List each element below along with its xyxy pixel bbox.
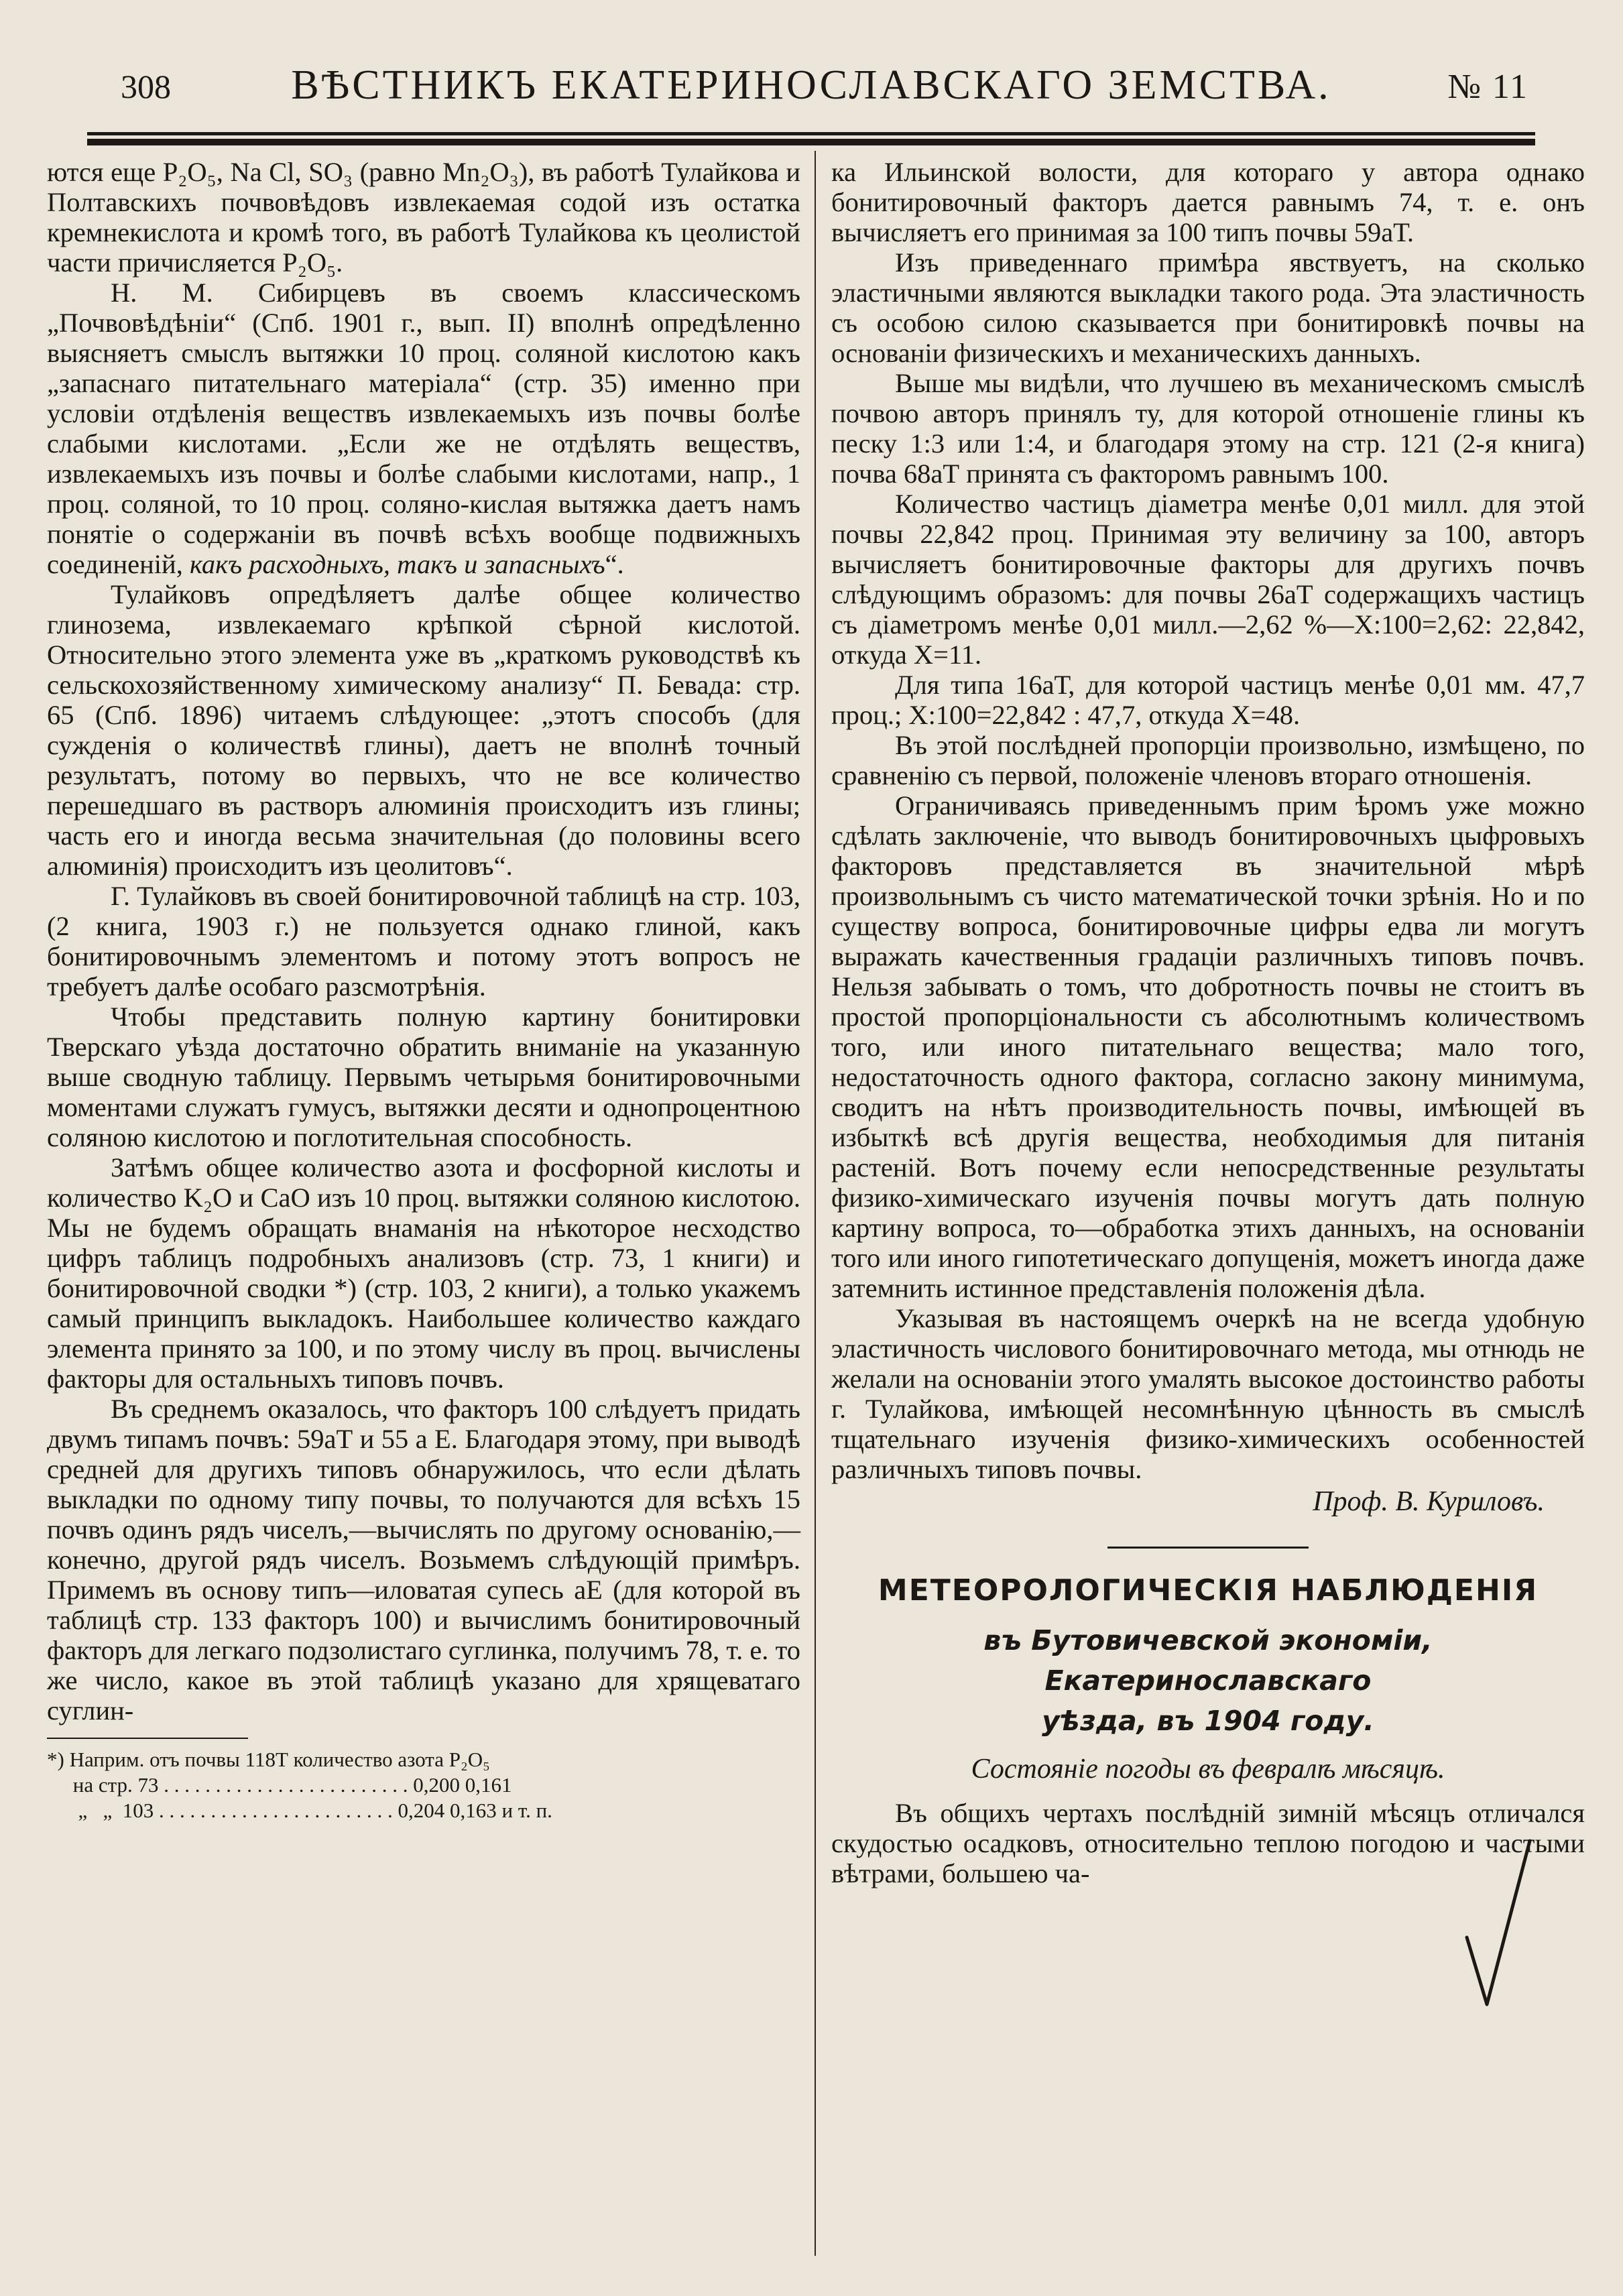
footnote	[47, 1747, 800, 1823]
paragraph-text: Въ среднемъ оказалось, что факторъ 100 слѣдуетъ придать двумъ типамъ почвъ: 59аТ и 55 а Е. Благодаря этому, при выводѣ средней для другихъ типовъ обнаружилось, что если дѣлать выкладки по одному типу почвы, то получаются для всѣхъ 15 почвъ одинъ рядъ чиселъ,—вычислять по другому основанію,—конечно, другой рядъ чиселъ. Возьмемъ слѣдующій примѣръ. Примемъ въ основу типъ—иловатая супесь аЕ (для которой въ таблицѣ стр. 133 факторъ 100) и вычислимъ бонитировочный факторъ для легкаго подзолистаго суглинка, получимъ 78, т. е. то же число, какое въ этой таблицѣ указано для хрящеватаго суглин-	[47, 1394, 800, 1726]
right-paragraph	[831, 730, 1585, 790]
right-column	[831, 157, 1585, 1888]
column-divider	[815, 151, 816, 2256]
left-paragraph	[47, 278, 800, 579]
paragraph-text: Изъ приведеннаго примѣра явствуетъ, на сколько эластичными являются выкладки такого рода. Эта эластичность съ особою силою сказывается при бонитировкѣ почвы на основаніи физическихъ и механическихъ данныхъ.	[831, 247, 1585, 368]
section-body: Въ общихъ чертахъ послѣдній зимній мѣсяцъ отличался скудостью осадковъ, относительно теплою погодою и частыми вѣтрами, большею ча-	[831, 1798, 1585, 1888]
left-paragraph	[47, 579, 800, 881]
left-paragraph	[47, 881, 800, 1002]
footnote-line: *) Наприм. отъ почвы 118Т количество азота P₂O₅	[47, 1748, 490, 1771]
right-paragraph	[831, 670, 1585, 730]
italic-quote: какъ расходныхъ, такъ и запасныхъ	[189, 549, 605, 579]
paragraph-text: Выше мы видѣли, что лучшею въ механическомъ смыслѣ почвою авторъ принялъ ту, для которой отношеніе глины къ песку 1:3 или 1:4, и благодаря этому на стр. 121 (2-я книга) почва 68аТ принята съ факторомъ равнымъ 100.	[831, 368, 1585, 489]
section-subtitle	[831, 1620, 1585, 1741]
left-paragraph	[47, 157, 800, 278]
page-header	[87, 62, 1535, 109]
right-paragraph	[831, 157, 1585, 247]
section-title: МЕТЕОРОЛОГИЧЕСКІЯ НАБЛЮДЕНІЯ	[878, 1573, 1539, 1608]
left-paragraph	[47, 1394, 800, 1726]
footnote-separator	[47, 1738, 248, 1739]
section-subtitle-line-2: уѣзда, въ 1904 году.	[1042, 1705, 1374, 1737]
right-paragraphs	[831, 157, 1585, 1484]
page-number: 308	[121, 68, 171, 105]
section-rule	[1107, 1547, 1309, 1549]
left-column	[47, 157, 800, 1823]
header-rule-thin	[87, 132, 1535, 135]
right-paragraph	[831, 790, 1585, 1303]
paragraph-text: Для типа 16аТ, для которой частицъ менѣе 0,01 мм. 47,7 проц.; X:100=22,842 : 47,7, откуда X=48.	[831, 670, 1585, 730]
right-paragraph	[831, 489, 1585, 670]
paragraph-text: Количество частицъ діаметра менѣе 0,01 милл. для этой почвы 22,842 проц. Принимая эту величину за 100, авторъ вычисляетъ бонитировочные факторы для другихъ почвъ слѣдующимъ образомъ: для почвы 26аТ содержащихъ частицъ съ діаметромъ менѣе 0,01 милл.—2,62 %—X:100=2,62: 22,842, откуда X=11.	[831, 489, 1585, 670]
issue-number: № 11	[1447, 68, 1528, 106]
paragraph-text: Въ этой послѣдней пропорціи произвольно, измѣщено, по сравненію съ первой, положеніе членовъ втораго отношенія.	[831, 730, 1585, 790]
section-subheading: Состояніе погоды въ февралѣ мѣсяцѣ.	[971, 1754, 1445, 1785]
paragraph-text: Затѣмъ общее количество азота и фосфорной кислоты и количество K₂O и CaO изъ 10 проц. вытяжки соляною кислотою. Мы не будемъ обращать внаманія на нѣкоторое несходство цифръ таблицъ подробныхъ анализовъ (стр. 73, 1 книги) и бонитировочной сводки *) (стр. 103, 2 книги), а только укажемъ самый принципъ выкладокъ. Наибольшее количество каждаго элемента принято за 100, и по этому числу въ проц. вычислены факторы для остальныхъ типовъ почвъ.	[47, 1152, 800, 1394]
right-paragraph	[831, 1303, 1585, 1484]
section-subtitle-line-1: въ Бутовичевской экономіи, Екатеринославскаго	[983, 1624, 1433, 1697]
paragraph-text: Г. Тулайковъ въ своей бонитировочной таблицѣ на стр. 103, (2 книга, 1903 г.) не пользуется однако глиной, какъ бонитировочнымъ элементомъ и потому этотъ вопросъ не требуетъ далѣе особаго разсмотрѣнія.	[47, 881, 800, 1002]
left-paragraph	[47, 1152, 800, 1394]
handwritten-checkmark-icon	[1461, 1837, 1535, 2011]
footnote-line: „ „ 103 . . . . . . . . . . . . . . . . . . . . . . . 0,204 0,163 и т. п.	[47, 1799, 552, 1822]
quote-end: “.	[605, 549, 624, 579]
running-title: ВѢСТНИКЪ ЕКАТЕРИНОСЛАВСКАГО ЗЕМСТВА.	[291, 62, 1331, 108]
left-paragraph	[47, 1002, 800, 1152]
left-paragraphs	[47, 157, 800, 1726]
author-signature: Проф. В. Куриловъ.	[1313, 1486, 1545, 1517]
paragraph-text: ются еще P₂O₅, Na Cl, SO₃ (равно Mn₂O₃), въ работѣ Тулайкова и Полтавскихъ почвовѣдовъ извлекаемая содой изъ остатка кремнекислота и кромѣ того, въ работѣ Тулайкова къ цеолистой части причисляется P₂O₅.	[47, 157, 800, 278]
right-paragraph	[831, 247, 1585, 368]
paragraph-text: Ограничиваясь приведеннымъ прим ѣромъ уже можно сдѣлать заключеніе, что выводъ бонитировочныхъ цыфровыхъ факторовъ представляется въ значительной мѣрѣ произвольнымъ съ чисто математической точки зрѣнія. Но и по существу вопроса, бонитировочные цифры едва ли могутъ выражать качественныя градаціи различныхъ типовъ почвъ. Нельзя забывать о томъ, что добротность почвы не стоитъ въ простой пропорціональности съ абсолютнымъ количествомъ того, или иного питательнаго вещества; мало того, недостаточность одного фактора, согласно закону минимума, сводитъ на нѣтъ производительность почвы, имѣющей въ избыткѣ всѣ другія вещества, необходимыя для питанія растеній. Вотъ почему если непосредственные результаты физико-химическаго изученія почвы могутъ дать полную картину вопроса, то—обработка этихъ данныхъ, на основаніи того или иного гипотетическаго допущенія, можетъ иногда даже затемнить истинное представленія положенія дѣла.	[831, 790, 1585, 1303]
footnote-line: на стр. 73 . . . . . . . . . . . . . . . . . . . . . . . . 0,200 0,161	[47, 1773, 512, 1797]
paragraph-text: ка Ильинской волости, для котораго у автора однако бонитировочный факторъ дается равнымъ 74, т. е. онъ вычисляетъ его принимая за 100 типъ почвы 59аТ.	[831, 157, 1585, 247]
paragraph-text: Чтобы представить полную картину бонитировки Тверскаго уѣзда достаточно обратить вниманіе на указанную выше сводную таблицу. Первымъ четырьмя бонитировочными моментами служатъ гумусъ, вытяжки десяти и однопроцентною соляною кислотою и поглотительная способность.	[47, 1002, 800, 1152]
right-paragraph	[831, 368, 1585, 489]
paragraph-text: Указывая въ настоящемъ очеркѣ на не всегда удобную эластичность числового бонитировочнаго метода, мы отнюдь не желали на основаніи этого умалять высокое достоинство работы г. Тулайкова, имѣющей несомнѣнную цѣнность въ смыслѣ тщательнаго изученія физико-химическихъ особенностей различныхъ типовъ почвы.	[831, 1303, 1585, 1484]
paragraph-text: Тулайковъ опредѣляетъ далѣе общее количество глинозема, извлекаемаго крѣпкой сѣрной кислотой. Относительно этого элемента уже въ „краткомъ руководствѣ къ сельскохозяйственному химическому анализу“ П. Бевада: стр. 65 (Спб. 1896) читаемъ слѣдующее: „этотъ способъ (для сужденія о количествѣ глины), даетъ не вполнѣ точный результатъ, потому во первыхъ, что не все количество перешедшаго въ растворъ алюминія происходитъ изъ глины; часть его и иногда весьма значительная (до половины всего алюминія) происходитъ изъ цеолитовъ“.	[47, 579, 800, 881]
paragraph-text: Н. М. Сибирцевъ въ своемъ классическомъ „Почвовѣдѣніи“ (Спб. 1901 г., вып. II) вполнѣ опредѣленно выясняетъ смыслъ вытяжки 10 проц. соляной кислотою какъ „запаснаго питательнаго матеріала“ (стр. 35) именно при условіи отдѣленія веществъ извлекаемыхъ изъ почвы болѣе слабыми кислотами. „Если же не отдѣлять веществъ, извлекаемыхъ изъ почвы и болѣе слабыми кислотами, напр., 1 проц. соляной, то 10 проц. соляно-кислая вытяжка даетъ намъ понятіе о содержаніи въ почвѣ всѣхъ вообще подвижныхъ соединеній,	[47, 278, 800, 579]
header-rule-thick	[87, 139, 1535, 145]
